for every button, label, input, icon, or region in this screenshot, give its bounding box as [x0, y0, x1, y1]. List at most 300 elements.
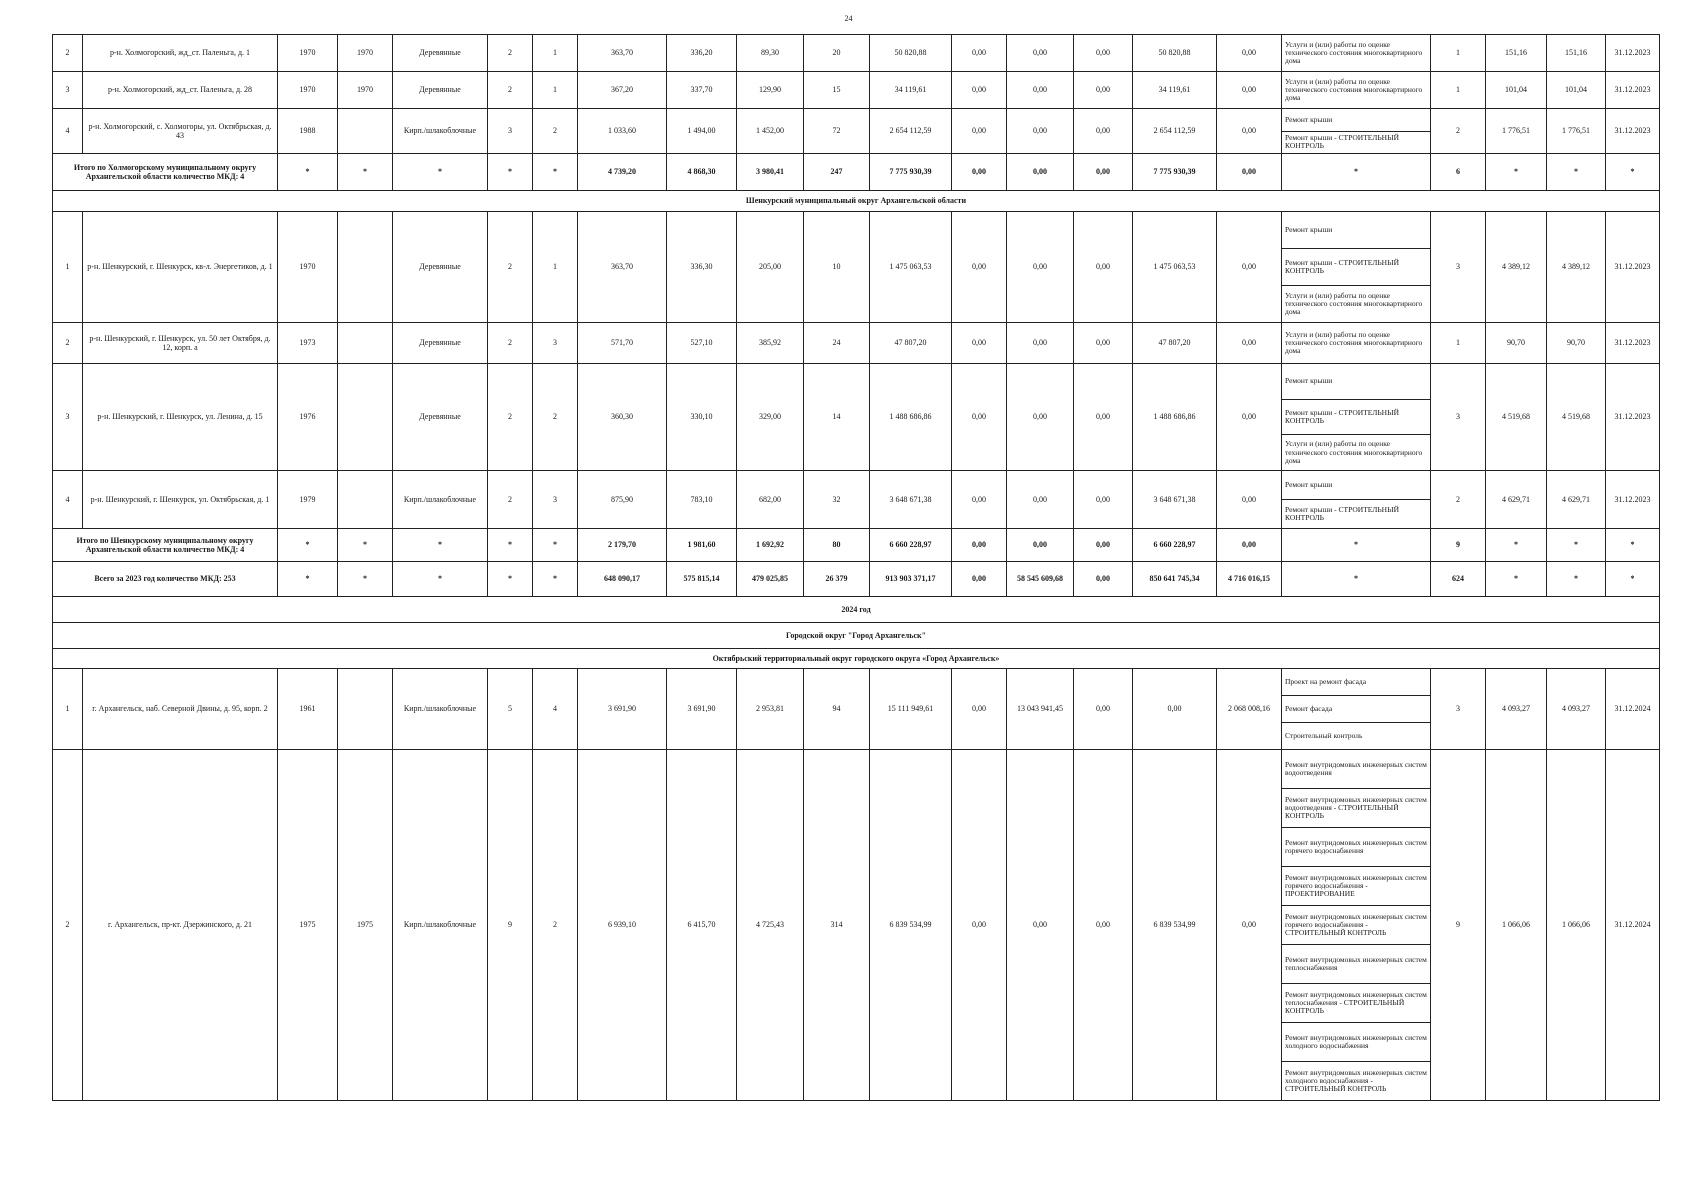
unit-cost-cell: 4 093,27: [1486, 669, 1547, 750]
address-cell: р-н. Шенкурский, г. Шенкурск, кв-л. Энергетиков, д. 1: [83, 212, 278, 323]
unit-cost-cell: 151,16: [1486, 35, 1547, 72]
entrances-cell: *: [533, 562, 578, 597]
floors-cell: 2: [488, 72, 533, 109]
summary-row: [53, 562, 1660, 597]
fund-owners-cell: 3 648 671,38: [1133, 471, 1217, 529]
table-row: [53, 750, 1660, 1101]
floors-cell: 2: [488, 364, 533, 471]
row-number: 2: [53, 323, 83, 364]
entrances-cell: 3: [533, 471, 578, 529]
year-commissioned-cell: *: [338, 562, 393, 597]
works-list: [1282, 364, 1430, 470]
register-body: [53, 35, 1660, 1101]
fund-municipal-cell: 0,00: [1074, 750, 1133, 1101]
fund-regional-cell: 0,00: [1007, 154, 1074, 191]
area-living-cell: 783,10: [667, 471, 737, 529]
address-cell: г. Архангельск, наб. Северной Двины, д. 95, корп. 2: [83, 669, 278, 750]
fund-other-cell: 0,00: [1217, 109, 1282, 154]
area-total-cell: 1 033,60: [578, 109, 667, 154]
row-number: 4: [53, 109, 83, 154]
table-row: [53, 72, 1660, 109]
area-living-cell: 3 691,90: [667, 669, 737, 750]
fund-federal-cell: 0,00: [952, 364, 1007, 471]
section-title: Октябрьский территориальный округ городского округа «Город Архангельск»: [53, 649, 1660, 669]
capital-repair-register-table: [52, 34, 1660, 1101]
area-premises-cell: 129,90: [737, 72, 804, 109]
section-header-row: [53, 623, 1660, 649]
year-built-cell: 1961: [278, 669, 338, 750]
area-living-cell: 330,10: [667, 364, 737, 471]
works-count-cell: 9: [1431, 750, 1486, 1101]
works-count-cell: 3: [1431, 669, 1486, 750]
unit-cost-max-cell: *: [1547, 562, 1606, 597]
area-premises-cell: 385,92: [737, 323, 804, 364]
year-built-cell: 1976: [278, 364, 338, 471]
works-cell: [1282, 323, 1431, 364]
fund-federal-cell: 0,00: [952, 750, 1007, 1101]
unit-cost-cell: 4 389,12: [1486, 212, 1547, 323]
work-item: Услуги и (или) работы по оценке технического состояния многоквартирного дома: [1285, 39, 1423, 66]
year-built-cell: 1975: [278, 750, 338, 1101]
work-item: Ремонт внутридомовых инженерных систем теплоснабжения - СТРОИТЕЛЬНЫЙ КОНТРОЛЬ: [1282, 984, 1430, 1023]
cost-total-cell: 6 660 228,97: [870, 529, 952, 562]
deadline-cell: 31.12.2024: [1606, 669, 1660, 750]
entrances-cell: 2: [533, 364, 578, 471]
fund-municipal-cell: 0,00: [1074, 471, 1133, 529]
work-item: Проект на ремонт фасада: [1282, 669, 1430, 696]
summary-label: Итого по Шенкурскому муниципальному округу Архангельской области количество МКД: 4: [53, 529, 278, 562]
residents-cell: 20: [804, 35, 870, 72]
work-item: Услуги и (или) работы по оценке технического состояния многоквартирного дома: [1285, 76, 1423, 103]
fund-municipal-cell: 0,00: [1074, 109, 1133, 154]
work-item: Строительный контроль: [1285, 730, 1363, 740]
residents-cell: 94: [804, 669, 870, 750]
section-title: Шенкурский муниципальный округ Архангельской области: [53, 191, 1660, 212]
wall-material-cell: Кирп./шлакоблочные: [393, 750, 488, 1101]
work-item: Ремонт крыши: [1282, 212, 1430, 249]
table-row: [53, 212, 1660, 323]
work-item: Ремонт крыши: [1282, 109, 1430, 132]
works-count-cell: 2: [1431, 109, 1486, 154]
table-row: [53, 323, 1660, 364]
fund-other-cell: 0,00: [1217, 529, 1282, 562]
address-cell: р-н. Шенкурский, г. Шенкурск, ул. Ленина, д. 15: [83, 364, 278, 471]
area-living-cell: 6 415,70: [667, 750, 737, 1101]
area-premises-cell: 682,00: [737, 471, 804, 529]
fund-owners-cell: 0,00: [1133, 669, 1217, 750]
deadline-cell: 31.12.2023: [1606, 72, 1660, 109]
unit-cost-cell: 101,04: [1486, 72, 1547, 109]
fund-regional-cell: 0,00: [1007, 109, 1074, 154]
fund-regional-cell: 58 545 609,68: [1007, 562, 1074, 597]
year-built-cell: *: [278, 154, 338, 191]
area-living-cell: 575 815,14: [667, 562, 737, 597]
work-item: Ремонт крыши: [1282, 364, 1430, 400]
fund-federal-cell: 0,00: [952, 323, 1007, 364]
floors-cell: 2: [488, 323, 533, 364]
entrances-cell: *: [533, 154, 578, 191]
unit-cost-cell: 90,70: [1486, 323, 1547, 364]
work-item: Ремонт внутридомовых инженерных систем теплоснабжения: [1282, 945, 1430, 984]
work-item: Ремонт крыши - СТРОИТЕЛЬНЫЙ КОНТРОЛЬ: [1282, 400, 1430, 436]
area-premises-cell: 89,30: [737, 35, 804, 72]
address-cell: р-н. Холмогорский, жд_ст. Паленьга, д. 28: [83, 72, 278, 109]
fund-municipal-cell: 0,00: [1074, 35, 1133, 72]
works-cell: [1282, 471, 1431, 529]
area-premises-cell: 205,00: [737, 212, 804, 323]
area-living-cell: 4 868,30: [667, 154, 737, 191]
section-header-row: [53, 649, 1660, 669]
works-cell: [1282, 669, 1431, 750]
fund-municipal-cell: 0,00: [1074, 154, 1133, 191]
works-list: [1282, 72, 1430, 108]
area-total-cell: 360,30: [578, 364, 667, 471]
fund-other-cell: 4 716 016,15: [1217, 562, 1282, 597]
year-commissioned-cell: [338, 323, 393, 364]
area-premises-cell: 1 692,92: [737, 529, 804, 562]
fund-owners-cell: 34 119,61: [1133, 72, 1217, 109]
address-cell: р-н. Шенкурский, г. Шенкурск, ул. 50 лет Октября, д. 12, корп. а: [83, 323, 278, 364]
fund-other-cell: 0,00: [1217, 154, 1282, 191]
deadline-cell: 31.12.2023: [1606, 364, 1660, 471]
residents-cell: 15: [804, 72, 870, 109]
area-living-cell: 337,70: [667, 72, 737, 109]
page-number: 24: [844, 14, 853, 23]
table-row: [53, 364, 1660, 471]
wall-material-cell: *: [393, 154, 488, 191]
unit-cost-max-cell: 4 629,71: [1547, 471, 1606, 529]
works-list: [1282, 109, 1430, 153]
residents-cell: 80: [804, 529, 870, 562]
works-count-cell: 1: [1431, 35, 1486, 72]
address-cell: р-н. Шенкурский, г. Шенкурск, ул. Октябрьская, д. 1: [83, 471, 278, 529]
work-item: Услуги и (или) работы по оценке технического состояния многоквартирного дома: [1285, 439, 1423, 465]
unit-cost-max-cell: 1 776,51: [1547, 109, 1606, 154]
fund-regional-cell: 0,00: [1007, 323, 1074, 364]
wall-material-cell: Деревянные: [393, 35, 488, 72]
year-commissioned-cell: [338, 669, 393, 750]
fund-other-cell: 0,00: [1217, 471, 1282, 529]
fund-owners-cell: 6 839 534,99: [1133, 750, 1217, 1101]
fund-municipal-cell: 0,00: [1074, 669, 1133, 750]
entrances-cell: 1: [533, 212, 578, 323]
wall-material-cell: Деревянные: [393, 212, 488, 323]
fund-other-cell: 0,00: [1217, 72, 1282, 109]
fund-federal-cell: 0,00: [952, 109, 1007, 154]
fund-federal-cell: 0,00: [952, 529, 1007, 562]
wall-material-cell: Деревянные: [393, 72, 488, 109]
year-built-cell: *: [278, 562, 338, 597]
table-row: [53, 669, 1660, 750]
area-total-cell: 2 179,70: [578, 529, 667, 562]
summary-label: Итого по Холмогорскому муниципальному округу Архангельской области количество МКД: 4: [53, 154, 278, 191]
row-number: 4: [53, 471, 83, 529]
cost-total-cell: 15 111 949,61: [870, 669, 952, 750]
deadline-cell: *: [1606, 154, 1660, 191]
area-total-cell: 6 939,10: [578, 750, 667, 1101]
work-item: Ремонт внутридомовых инженерных систем горячего водоснабжения - СТРОИТЕЛЬНЫЙ КОНТРОЛЬ: [1282, 906, 1430, 945]
works-count-cell: 6: [1431, 154, 1486, 191]
works-count-cell: 3: [1431, 212, 1486, 323]
area-total-cell: 3 691,90: [578, 669, 667, 750]
work-item: Ремонт внутридомовых инженерных систем холодного водоснабжения: [1282, 1023, 1430, 1062]
unit-cost-cell: 1 776,51: [1486, 109, 1547, 154]
floors-cell: 2: [488, 471, 533, 529]
residents-cell: 314: [804, 750, 870, 1101]
fund-federal-cell: 0,00: [952, 212, 1007, 323]
deadline-cell: 31.12.2024: [1606, 750, 1660, 1101]
fund-regional-cell: 0,00: [1007, 35, 1074, 72]
year-commissioned-cell: [338, 364, 393, 471]
work-item: Ремонт внутридомовых инженерных систем водоотведения: [1282, 750, 1430, 789]
work-item: Ремонт крыши - СТРОИТЕЛЬНЫЙ КОНТРОЛЬ: [1285, 133, 1400, 151]
works-list: [1282, 323, 1430, 363]
entrances-cell: 2: [533, 109, 578, 154]
area-total-cell: 875,90: [578, 471, 667, 529]
work-item: Услуги и (или) работы по оценке технического состояния многоквартирного дома: [1285, 329, 1423, 356]
fund-federal-cell: 0,00: [952, 562, 1007, 597]
works-cell: *: [1282, 154, 1431, 191]
area-premises-cell: 3 980,41: [737, 154, 804, 191]
unit-cost-max-cell: *: [1547, 154, 1606, 191]
fund-other-cell: 2 068 008,16: [1217, 669, 1282, 750]
area-total-cell: 571,70: [578, 323, 667, 364]
cost-total-cell: 3 648 671,38: [870, 471, 952, 529]
fund-federal-cell: 0,00: [952, 35, 1007, 72]
works-list: [1282, 669, 1430, 749]
unit-cost-cell: 4 519,68: [1486, 364, 1547, 471]
works-count-cell: 1: [1431, 72, 1486, 109]
floors-cell: *: [488, 154, 533, 191]
works-cell: *: [1282, 529, 1431, 562]
table-row: [53, 35, 1660, 72]
floors-cell: *: [488, 562, 533, 597]
row-number: 1: [53, 212, 83, 323]
works-count-cell: 2: [1431, 471, 1486, 529]
area-premises-cell: 479 025,85: [737, 562, 804, 597]
floors-cell: 3: [488, 109, 533, 154]
year-commissioned-cell: [338, 109, 393, 154]
unit-cost-max-cell: 151,16: [1547, 35, 1606, 72]
works-cell: [1282, 364, 1431, 471]
floors-cell: 9: [488, 750, 533, 1101]
unit-cost-max-cell: 4 389,12: [1547, 212, 1606, 323]
unit-cost-max-cell: 101,04: [1547, 72, 1606, 109]
year-commissioned-cell: 1970: [338, 72, 393, 109]
fund-other-cell: 0,00: [1217, 323, 1282, 364]
fund-regional-cell: 0,00: [1007, 72, 1074, 109]
area-total-cell: 363,70: [578, 212, 667, 323]
row-number: 3: [53, 364, 83, 471]
section-title: 2024 год: [53, 597, 1660, 623]
year-commissioned-cell: 1975: [338, 750, 393, 1101]
cost-total-cell: 34 119,61: [870, 72, 952, 109]
residents-cell: 10: [804, 212, 870, 323]
fund-federal-cell: 0,00: [952, 471, 1007, 529]
area-living-cell: 1 981,60: [667, 529, 737, 562]
address-cell: р-н. Холмогорский, с. Холмогоры, ул. Октябрьская, д. 43: [83, 109, 278, 154]
works-count-cell: 3: [1431, 364, 1486, 471]
works-count-cell: 624: [1431, 562, 1486, 597]
section-header-row: [53, 191, 1660, 212]
wall-material-cell: Деревянные: [393, 364, 488, 471]
wall-material-cell: Деревянные: [393, 323, 488, 364]
work-item: Ремонт внутридомовых инженерных систем горячего водоснабжения - ПРОЕКТИРОВАНИЕ: [1282, 867, 1430, 906]
cost-total-cell: 50 820,88: [870, 35, 952, 72]
fund-federal-cell: 0,00: [952, 72, 1007, 109]
unit-cost-max-cell: 90,70: [1547, 323, 1606, 364]
wall-material-cell: Кирп./шлакоблочные: [393, 669, 488, 750]
area-total-cell: 4 739,20: [578, 154, 667, 191]
unit-cost-cell: 4 629,71: [1486, 471, 1547, 529]
floors-cell: 2: [488, 35, 533, 72]
fund-municipal-cell: 0,00: [1074, 212, 1133, 323]
residents-cell: 247: [804, 154, 870, 191]
unit-cost-cell: *: [1486, 529, 1547, 562]
floors-cell: 5: [488, 669, 533, 750]
deadline-cell: *: [1606, 529, 1660, 562]
area-total-cell: 367,20: [578, 72, 667, 109]
unit-cost-cell: *: [1486, 562, 1547, 597]
works-cell: [1282, 109, 1431, 154]
fund-municipal-cell: 0,00: [1074, 323, 1133, 364]
entrances-cell: 2: [533, 750, 578, 1101]
work-item: Ремонт крыши - СТРОИТЕЛЬНЫЙ КОНТРОЛЬ: [1282, 249, 1430, 286]
cost-total-cell: 7 775 930,39: [870, 154, 952, 191]
table-row: [53, 471, 1660, 529]
unit-cost-max-cell: *: [1547, 529, 1606, 562]
address-cell: г. Архангельск, пр-кт. Дзержинского, д. 21: [83, 750, 278, 1101]
unit-cost-max-cell: 4 093,27: [1547, 669, 1606, 750]
floors-cell: 2: [488, 212, 533, 323]
works-count-cell: 1: [1431, 323, 1486, 364]
fund-regional-cell: 0,00: [1007, 471, 1074, 529]
works-list: [1282, 212, 1430, 322]
works-cell: [1282, 35, 1431, 72]
year-built-cell: 1979: [278, 471, 338, 529]
cost-total-cell: 1 488 686,86: [870, 364, 952, 471]
fund-regional-cell: 0,00: [1007, 529, 1074, 562]
residents-cell: 26 379: [804, 562, 870, 597]
cost-total-cell: 1 475 063,53: [870, 212, 952, 323]
work-item: Ремонт внутридомовых инженерных систем горячего водоснабжения: [1282, 828, 1430, 867]
year-commissioned-cell: [338, 212, 393, 323]
fund-owners-cell: 1 475 063,53: [1133, 212, 1217, 323]
wall-material-cell: Кирп./шлакоблочные: [393, 109, 488, 154]
deadline-cell: 31.12.2023: [1606, 471, 1660, 529]
section-title: Городской округ "Город Архангельск": [53, 623, 1660, 649]
deadline-cell: 31.12.2023: [1606, 109, 1660, 154]
work-item: Ремонт внутридомовых инженерных систем водоотведения - СТРОИТЕЛЬНЫЙ КОНТРОЛЬ: [1282, 789, 1430, 828]
summary-row: [53, 154, 1660, 191]
row-number: 2: [53, 750, 83, 1101]
fund-owners-cell: 47 807,20: [1133, 323, 1217, 364]
wall-material-cell: Кирп./шлакоблочные: [393, 471, 488, 529]
residents-cell: 24: [804, 323, 870, 364]
cost-total-cell: 6 839 534,99: [870, 750, 952, 1101]
entrances-cell: 1: [533, 72, 578, 109]
work-item: Ремонт крыши - СТРОИТЕЛЬНЫЙ КОНТРОЛЬ: [1285, 504, 1400, 522]
row-number: 1: [53, 669, 83, 750]
fund-owners-cell: 850 641 745,34: [1133, 562, 1217, 597]
unit-cost-max-cell: 4 519,68: [1547, 364, 1606, 471]
works-list: [1282, 750, 1430, 1100]
year-built-cell: 1970: [278, 72, 338, 109]
row-number: 3: [53, 72, 83, 109]
fund-other-cell: 0,00: [1217, 35, 1282, 72]
fund-municipal-cell: 0,00: [1074, 529, 1133, 562]
area-total-cell: 363,70: [578, 35, 667, 72]
residents-cell: 32: [804, 471, 870, 529]
area-living-cell: 336,20: [667, 35, 737, 72]
works-count-cell: 9: [1431, 529, 1486, 562]
deadline-cell: 31.12.2023: [1606, 323, 1660, 364]
cost-total-cell: 47 807,20: [870, 323, 952, 364]
fund-other-cell: 0,00: [1217, 750, 1282, 1101]
residents-cell: 14: [804, 364, 870, 471]
floors-cell: *: [488, 529, 533, 562]
deadline-cell: 31.12.2023: [1606, 212, 1660, 323]
year-built-cell: 1973: [278, 323, 338, 364]
year-built-cell: 1970: [278, 35, 338, 72]
area-living-cell: 1 494,00: [667, 109, 737, 154]
address-cell: р-н. Холмогорский, жд_ст. Паленьга, д. 1: [83, 35, 278, 72]
section-header-row: [53, 597, 1660, 623]
works-cell: [1282, 750, 1431, 1101]
fund-owners-cell: 7 775 930,39: [1133, 154, 1217, 191]
table-row: [53, 109, 1660, 154]
entrances-cell: 1: [533, 35, 578, 72]
wall-material-cell: *: [393, 562, 488, 597]
area-premises-cell: 329,00: [737, 364, 804, 471]
fund-municipal-cell: 0,00: [1074, 364, 1133, 471]
unit-cost-cell: 1 066,06: [1486, 750, 1547, 1101]
entrances-cell: 4: [533, 669, 578, 750]
fund-federal-cell: 0,00: [952, 154, 1007, 191]
fund-regional-cell: 0,00: [1007, 364, 1074, 471]
fund-municipal-cell: 0,00: [1074, 72, 1133, 109]
fund-federal-cell: 0,00: [952, 669, 1007, 750]
deadline-cell: 31.12.2023: [1606, 35, 1660, 72]
work-item: Ремонт фасада: [1282, 696, 1430, 723]
works-list: [1282, 35, 1430, 71]
year-commissioned-cell: *: [338, 529, 393, 562]
summary-row: [53, 529, 1660, 562]
area-premises-cell: 2 953,81: [737, 669, 804, 750]
year-commissioned-cell: 1970: [338, 35, 393, 72]
year-built-cell: *: [278, 529, 338, 562]
summary-label: Всего за 2023 год количество МКД: 253: [53, 562, 278, 597]
unit-cost-cell: *: [1486, 154, 1547, 191]
works-cell: [1282, 212, 1431, 323]
fund-owners-cell: 2 654 112,59: [1133, 109, 1217, 154]
area-premises-cell: 1 452,00: [737, 109, 804, 154]
fund-regional-cell: 13 043 941,45: [1007, 669, 1074, 750]
unit-cost-max-cell: 1 066,06: [1547, 750, 1606, 1101]
cost-total-cell: 913 903 371,17: [870, 562, 952, 597]
row-number: 2: [53, 35, 83, 72]
area-living-cell: 527,10: [667, 323, 737, 364]
work-item: Ремонт крыши: [1282, 471, 1430, 500]
work-item: Услуги и (или) работы по оценке технического состояния многоквартирного дома: [1285, 290, 1423, 317]
work-item: Ремонт внутридомовых инженерных систем холодного водоснабжения - СТРОИТЕЛЬНЫЙ КОНТРОЛЬ: [1285, 1067, 1427, 1094]
deadline-cell: *: [1606, 562, 1660, 597]
year-commissioned-cell: [338, 471, 393, 529]
year-built-cell: 1988: [278, 109, 338, 154]
fund-regional-cell: 0,00: [1007, 750, 1074, 1101]
year-commissioned-cell: *: [338, 154, 393, 191]
fund-regional-cell: 0,00: [1007, 212, 1074, 323]
